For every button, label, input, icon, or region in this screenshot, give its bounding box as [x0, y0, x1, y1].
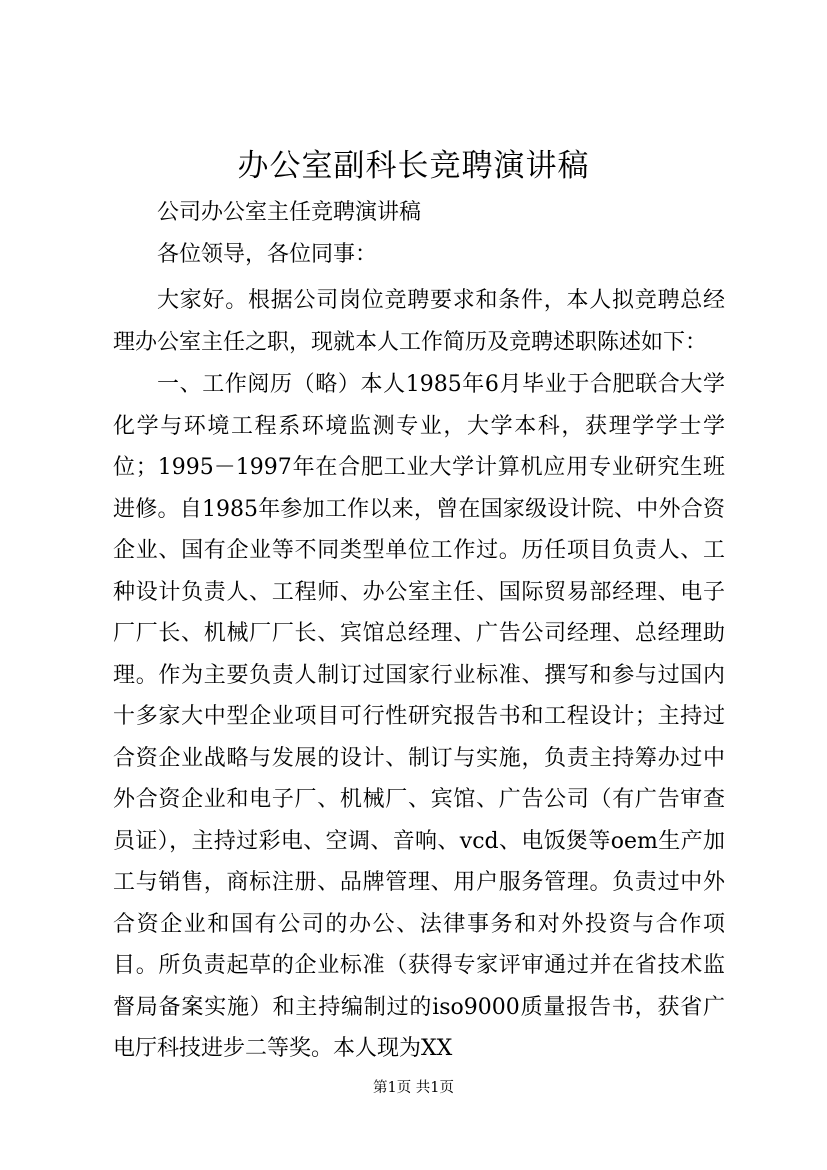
- document-subtitle: 公司办公室主任竞聘演讲稿: [157, 200, 422, 225]
- salutation: 各位领导，各位同事：: [157, 242, 378, 267]
- page-number: 第1页 共1页: [372, 1080, 455, 1096]
- paragraph-greeting: 大家好。根据公司岗位竞聘要求和条件，本人拟竞聘总经理办公室主任之职，现就本人工作简历及竞聘述职陈述如下：: [113, 288, 725, 355]
- paragraph-work-experience: 一、工作阅历（略）本人1985年6月毕业于合肥联合大学化学与环境工程系环境监测专业，大学本科，获理学学士学位；1995－1997年在合肥工业大学计算机应用专业研究生班进修。自1985年参加工作以来，曾在国家级设计院、中外合资企业、国有企业等不同类型单位工作过。历任项目负责人、工种设计负责人、工程师、办公室主任、国际贸易部经理、电子厂厂长、机械厂厂长、宾馆总经理、广告公司经理、总经理助理。作为主要负责人制订过国家行业标准、撰写和参与过国内十多家大中型企业项目可行性研究报告书和工程设计；主持过合资企业战略与发展的设计、制订与实施，负责主持筹办过中外合资企业和电子厂、机械厂、宾馆、广告公司（有广告审查员证），主持过彩电、空调、音响、vcd、电饭煲等oem生产加工与销售，商标注册、品牌管理、用户服务管理。负责过中外合资企业和国有公司的办公、法律事务和对外投资与合作项目。所负责起草的企业标准（获得专家评审通过并在省技术监督局备案实施）和主持编制过的iso9000质量报告书，获省广电厅科技进步二等奖。本人现为XX: [113, 372, 725, 1061]
- document-title: 办公室副科长竞聘演讲稿: [237, 148, 590, 184]
